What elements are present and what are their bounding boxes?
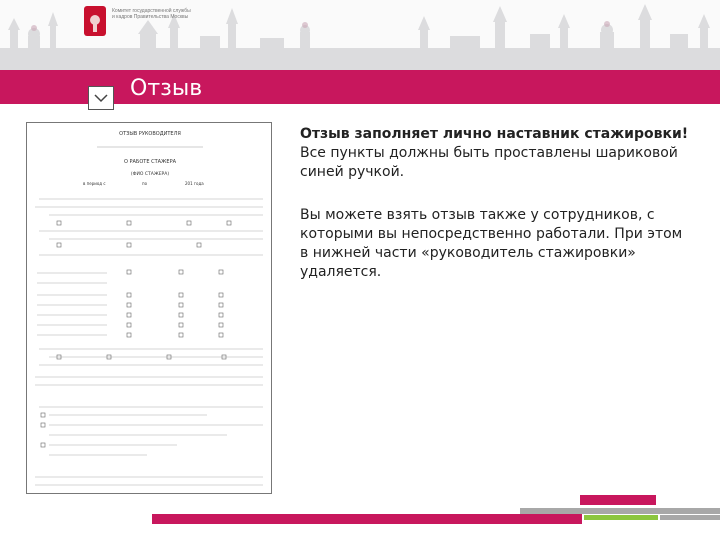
stripe-accent-bottom	[152, 514, 582, 524]
chevron-down-icon	[89, 87, 113, 109]
instruction-emphasis: Отзыв заполняет лично наставник стажировки!	[300, 126, 689, 142]
dropdown-toggle[interactable]	[88, 86, 114, 110]
form-year-suffix: 201 года	[185, 181, 204, 186]
form-placeholder: (ФИО СТАЖЕРА)	[130, 172, 170, 177]
moscow-coat-of-arms-icon	[84, 6, 106, 36]
stripe-accent-top	[580, 495, 656, 505]
instructions-text	[300, 125, 690, 282]
moscow-skyline-illustration	[0, 0, 720, 70]
form-illustration	[27, 123, 272, 494]
form-period-label: в период с	[83, 181, 106, 186]
stripe-green	[584, 515, 658, 520]
page-title: Отзыв	[130, 76, 203, 101]
instruction-detail: Все пункты должны быть проставлены шариковой синей ручкой.	[300, 145, 678, 180]
form-subheading: О РАБОТЕ СТАЖЕРА	[123, 159, 177, 165]
form-period-to: по	[142, 181, 148, 186]
instruction-paragraph-1	[300, 125, 690, 182]
feedback-form-preview	[26, 122, 272, 494]
form-heading: ОТЗЫВ РУКОВОДИТЕЛЯ	[119, 131, 181, 137]
stripe-gray-right	[660, 515, 720, 520]
logo-caption: Комитет государственной службы и кадров Правительства Москвы	[112, 8, 191, 20]
header	[0, 0, 720, 70]
instruction-paragraph-2: Вы можете взять отзыв также у сотрудников, с которыми вы непосредственно работали. При этом в нижней части «руководитель стажировки» удаляется.	[300, 207, 683, 280]
